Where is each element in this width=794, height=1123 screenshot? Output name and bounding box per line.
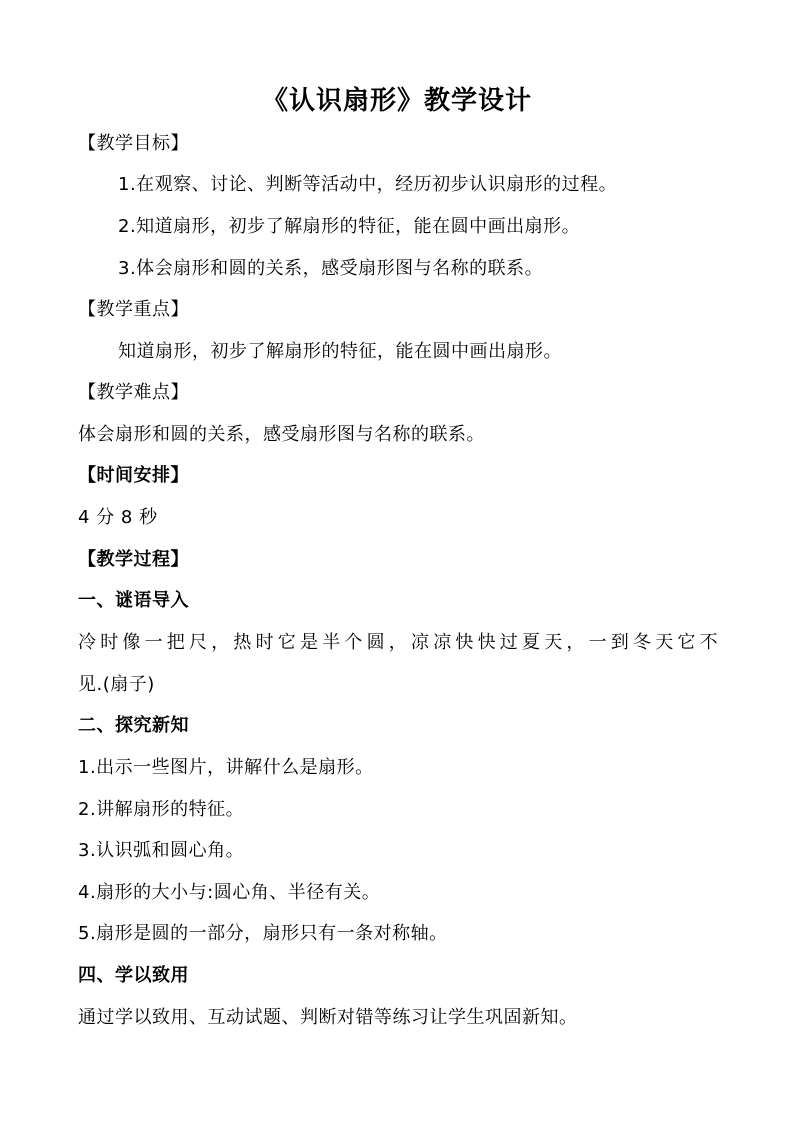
- objective-item: 2.知道扇形，初步了解扇形的特征，能在圆中画出扇形。: [118, 216, 581, 237]
- explore-item: 2.讲解扇形的特征。: [78, 799, 245, 820]
- explore-item: 1.出示一些图片，讲解什么是扇形。: [78, 757, 374, 778]
- riddle-line: 见.(扇子): [78, 674, 155, 695]
- objective-item: 1.在观察、讨论、判断等活动中，经历初步认识扇形的过程。: [118, 174, 618, 195]
- difficulties-heading: 【教学难点】: [78, 382, 189, 403]
- section-riddle-heading: 一、谜语导入: [78, 590, 189, 611]
- difficulties-text: 体会扇形和圆的关系，感受扇形图与名称的联系。: [78, 424, 485, 445]
- objectives-heading: 【教学目标】: [78, 133, 189, 154]
- key-points-heading: 【教学重点】: [78, 299, 189, 320]
- riddle-line: 冷时像一把尺，热时它是半个圆，凉凉快快过夏天，一到冬天它不: [78, 632, 722, 653]
- time-heading: 【时间安排】: [78, 465, 189, 486]
- apply-text: 通过学以致用、互动试题、判断对错等练习让学生巩固新知。: [78, 1007, 578, 1028]
- explore-item: 3.认识弧和圆心角。: [78, 840, 245, 861]
- explore-item: 4.扇形的大小与:圆心角、半径有关。: [78, 882, 381, 903]
- section-explore-heading: 二、探究新知: [78, 715, 189, 736]
- explore-item: 5.扇形是圆的一部分，扇形只有一条对称轴。: [78, 923, 448, 944]
- objective-item: 3.体会扇形和圆的关系，感受扇形图与名称的联系。: [118, 258, 544, 279]
- document-title: 《认识扇形》教学设计: [261, 86, 532, 116]
- section-apply-heading: 四、学以致用: [78, 965, 189, 986]
- key-points-text: 知道扇形，初步了解扇形的特征，能在圆中画出扇形。: [118, 341, 562, 362]
- process-heading: 【教学过程】: [78, 549, 189, 570]
- time-text: 4 分 8 秒: [78, 507, 158, 528]
